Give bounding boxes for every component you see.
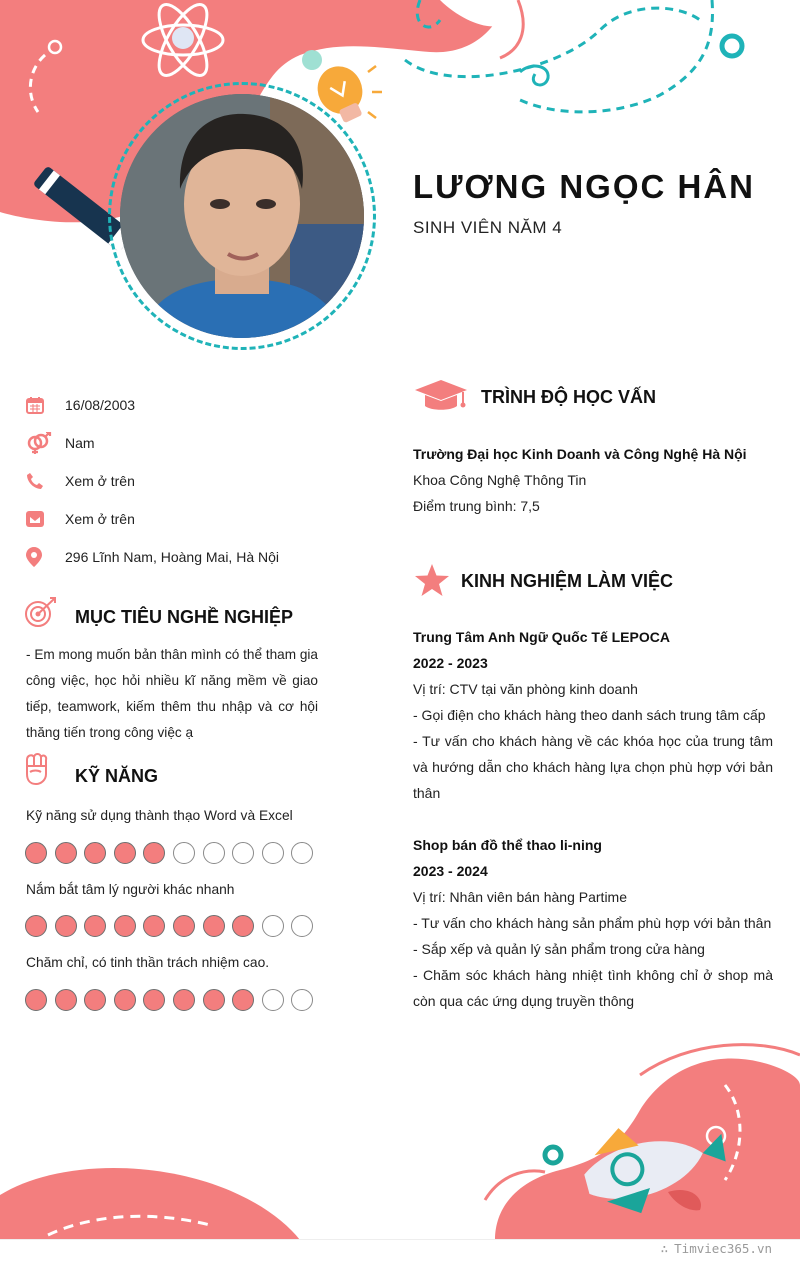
job-company: Trung Tâm Anh Ngữ Quốc Tế LEPOCA [413, 629, 670, 645]
footer-divider [0, 1239, 800, 1240]
objective-text: - Em mong muốn bản thân mình có thể tham gia công việc, học hỏi nhiều kĩ năng mềm về giao tiếp, teamwork, kiếm thêm thu nhập và cơ hội thăng tiến trong công việc ạ [26, 647, 318, 740]
contact-list [26, 386, 279, 576]
faculty-name: Khoa Công Nghệ Thông Tin [413, 472, 587, 488]
phone-text: Xem ở trên [65, 473, 135, 489]
avatar [120, 94, 364, 338]
rating-dot-filled [84, 989, 106, 1011]
objective-title: MỤC TIÊU NGHỀ NGHIỆP [75, 607, 294, 627]
rating-dot-filled [143, 842, 165, 864]
job-duty: - Tư vấn cho khách hàng về các khóa học của trung tâm và hướng dẫn cho khách hàng lựa chọn phù hợp với bản thân [413, 733, 773, 801]
email-icon [26, 508, 54, 530]
birthday-text: 16/08/2003 [65, 397, 136, 413]
rating-dot-filled [114, 842, 136, 864]
rating-dot-filled [173, 915, 195, 937]
rating-dot-empty [262, 989, 284, 1011]
avatar-frame [108, 82, 376, 350]
watermark-text: Timviec365.vn [674, 1241, 772, 1256]
gender-icon [26, 432, 54, 454]
job-period: 2022 - 2023 [413, 655, 488, 671]
rating-dot-filled [84, 915, 106, 937]
rating-dot-filled [55, 989, 77, 1011]
gender-text: Nam [65, 435, 95, 451]
contact-item-email [26, 500, 279, 538]
rating-dot-empty [173, 842, 195, 864]
skill-rating [25, 842, 313, 864]
skill-rating [25, 915, 313, 937]
rating-dot-empty [291, 842, 313, 864]
fist-icon [24, 752, 48, 791]
contact-item-gender [26, 424, 279, 462]
skill-rating [25, 989, 313, 1011]
skills-title: KỸ NĂNG [75, 766, 159, 786]
rating-dot-empty [262, 842, 284, 864]
rating-dot-empty [203, 842, 225, 864]
skill-name: Kỹ năng sử dụng thành thạo Word và Excel [26, 808, 293, 823]
education-block [413, 441, 773, 519]
skill-name: Nắm bắt tâm lý người khác nhanh [26, 882, 235, 897]
contact-item-address [26, 538, 279, 576]
skill-name: Chăm chỉ, có tinh thần trách nhiệm cao. [26, 955, 270, 970]
contact-item-phone [26, 462, 279, 500]
calendar-icon [26, 394, 54, 416]
candidate-name: LƯƠNG NGỌC HÂN [413, 168, 756, 205]
graduation-cap-icon [413, 378, 469, 419]
rating-dot-filled [232, 915, 254, 937]
job-title: SINH VIÊN NĂM 4 [413, 218, 563, 237]
rating-dot-filled [55, 915, 77, 937]
job-position: Vị trí: CTV tại văn phòng kinh doanh [413, 681, 638, 697]
rating-dot-empty [291, 915, 313, 937]
rating-dot-filled [84, 842, 106, 864]
rating-dot-filled [143, 915, 165, 937]
school-name: Trường Đại học Kinh Doanh và Công Nghệ Hà Nội [413, 446, 747, 462]
job-duty: - Gọi điện cho khách hàng theo danh sách trung tâm cấp [413, 707, 766, 723]
rating-dot-filled [173, 989, 195, 1011]
rating-dot-filled [25, 915, 47, 937]
contact-item-birthday [26, 386, 279, 424]
rating-dot-filled [203, 915, 225, 937]
job-duty: - Tư vấn cho khách hàng sản phẩm phù hợp với bản thân [413, 915, 772, 931]
rating-dot-filled [114, 989, 136, 1011]
watermark-dots-icon: ∴ [660, 1241, 669, 1256]
watermark [661, 1241, 772, 1256]
job-period: 2023 - 2024 [413, 863, 488, 879]
address-text: 296 Lĩnh Nam, Hoàng Mai, Hà Nội [65, 549, 279, 565]
rating-dot-filled [25, 989, 47, 1011]
gpa-text: Điểm trung bình: 7,5 [413, 498, 540, 514]
email-text: Xem ở trên [65, 511, 135, 527]
education-title: TRÌNH ĐỘ HỌC VẤN [481, 387, 656, 407]
rating-dot-filled [114, 915, 136, 937]
rating-dot-filled [143, 989, 165, 1011]
target-icon [24, 596, 58, 635]
experience-title: KINH NGHIỆM LÀM VIỆC [461, 571, 674, 591]
job-duty: - Sắp xếp và quản lý sản phẩm trong cửa hàng [413, 941, 705, 957]
location-icon [26, 546, 54, 568]
rating-dot-empty [232, 842, 254, 864]
job-entry [413, 624, 773, 806]
job-company: Shop bán đồ thể thao li-ning [413, 837, 602, 853]
phone-icon [26, 470, 54, 492]
star-icon [414, 563, 450, 602]
rating-dot-filled [55, 842, 77, 864]
job-entry [413, 832, 773, 1014]
rating-dot-empty [262, 915, 284, 937]
rating-dot-filled [25, 842, 47, 864]
rating-dot-empty [291, 989, 313, 1011]
job-position: Vị trí: Nhân viên bán hàng Partime [413, 889, 628, 905]
rating-dot-filled [232, 989, 254, 1011]
rating-dot-filled [203, 989, 225, 1011]
job-duty: - Chăm sóc khách hàng nhiệt tình không chỉ ở shop mà còn qua các ứng dụng truyền thông [413, 967, 773, 1009]
